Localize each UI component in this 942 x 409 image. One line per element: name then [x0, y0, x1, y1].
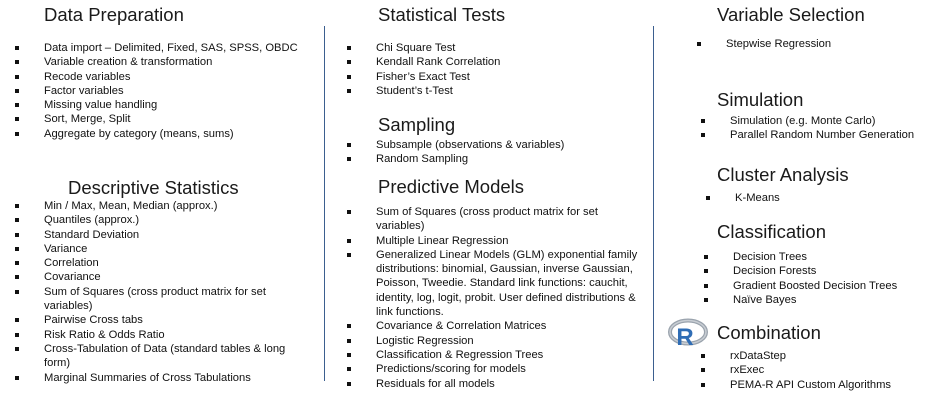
list-item: Correlation	[15, 256, 310, 270]
list-item: rxExec	[701, 363, 941, 377]
list-item: Covariance & Correlation Matrices	[347, 319, 642, 333]
section-title: Descriptive Statistics	[68, 177, 239, 198]
list-item: Variable creation & transformation	[15, 55, 315, 69]
list-item: Risk Ratio & Odds Ratio	[15, 328, 310, 342]
bullet-list	[706, 191, 936, 205]
bullet-list	[701, 114, 941, 143]
section-title: Statistical Tests	[378, 4, 506, 25]
list-item: Simulation (e.g. Monte Carlo)	[701, 114, 941, 128]
list-item: Aggregate by category (means, sums)	[15, 127, 315, 141]
list-item: Kendall Rank Correlation	[347, 55, 642, 69]
section-title: Simulation	[717, 89, 804, 110]
section-variable-selection	[697, 4, 937, 51]
section-title: Cluster Analysis	[717, 164, 849, 185]
section-data-preparation	[15, 4, 315, 141]
list-item: K-Means	[706, 191, 936, 205]
list-item: Quantiles (approx.)	[15, 213, 310, 227]
bullet-list	[697, 37, 937, 51]
list-item: Chi Square Test	[347, 41, 642, 55]
section-predictive-models	[347, 176, 642, 391]
section-title: Predictive Models	[378, 176, 525, 197]
list-item: Subsample (observations & variables)	[347, 138, 642, 152]
section-cluster-analysis	[706, 164, 936, 205]
list-item: Student’s t-Test	[347, 84, 642, 98]
list-item: Sum of Squares (cross product matrix for set variables)	[347, 205, 642, 234]
list-item: Missing value handling	[15, 98, 315, 112]
section-statistical-tests	[347, 4, 642, 98]
list-item: Covariance	[15, 270, 310, 284]
list-item: Decision Forests	[704, 264, 940, 278]
column-divider-left	[324, 26, 325, 381]
list-item: Parallel Random Number Generation	[701, 128, 941, 142]
section-simulation	[701, 89, 941, 143]
section-title: Sampling	[378, 114, 456, 135]
bullet-list	[347, 41, 642, 98]
bullet-list	[704, 250, 940, 307]
section-title: Data Preparation	[44, 4, 184, 25]
list-item: Fisher’s Exact Test	[347, 70, 642, 84]
section-classification	[704, 221, 940, 307]
bullet-list	[15, 41, 315, 141]
list-item: Naïve Bayes	[704, 293, 940, 307]
section-title: Classification	[717, 221, 826, 242]
list-item: Pairwise Cross tabs	[15, 313, 310, 327]
list-item: Variance	[15, 242, 310, 256]
list-item: Sort, Merge, Split	[15, 112, 315, 126]
list-item: rxDataStep	[701, 349, 941, 363]
list-item: Stepwise Regression	[697, 37, 937, 51]
bullet-list	[347, 138, 642, 167]
list-item: Decision Trees	[704, 250, 940, 264]
svg-text:R: R	[676, 324, 694, 348]
list-item: Recode variables	[15, 70, 315, 84]
list-item: Data import – Delimited, Fixed, SAS, SPSS, OBDC	[15, 41, 315, 55]
list-item: Logistic Regression	[347, 334, 642, 348]
list-item: Predictions/scoring for models	[347, 362, 642, 376]
list-item: Marginal Summaries of Cross Tabulations	[15, 371, 310, 385]
list-item: Multiple Linear Regression	[347, 234, 642, 248]
bullet-list	[701, 349, 941, 392]
list-item: Factor variables	[15, 84, 315, 98]
list-item: Generalized Linear Models (GLM) exponential family distributions: binomial, Gaussian, inverse Gaussian, Poisson, Tweedie. Standard link functions: cauchit, identity, log, logit, probit. User defined distributions & link functions.	[347, 248, 642, 319]
section-sampling	[347, 114, 642, 167]
list-item: Residuals for all models	[347, 377, 642, 391]
section-descriptive-statistics	[15, 177, 310, 385]
list-item: Gradient Boosted Decision Trees	[704, 279, 940, 293]
column-divider-right	[653, 26, 654, 381]
bullet-list	[15, 199, 310, 385]
list-item: Sum of Squares (cross product matrix for set variables)	[15, 285, 310, 314]
list-item: Standard Deviation	[15, 228, 310, 242]
list-item: Classification & Regression Trees	[347, 348, 642, 362]
list-item: PEMA-R API Custom Algorithms	[701, 378, 941, 392]
list-item: Min / Max, Mean, Median (approx.)	[15, 199, 310, 213]
section-title: Variable Selection	[717, 4, 865, 25]
section-combination	[701, 322, 941, 392]
bullet-list	[347, 205, 642, 391]
list-item: Cross-Tabulation of Data (standard tables & long form)	[15, 342, 310, 371]
list-item: Random Sampling	[347, 152, 642, 166]
section-title: Combination	[717, 322, 821, 343]
